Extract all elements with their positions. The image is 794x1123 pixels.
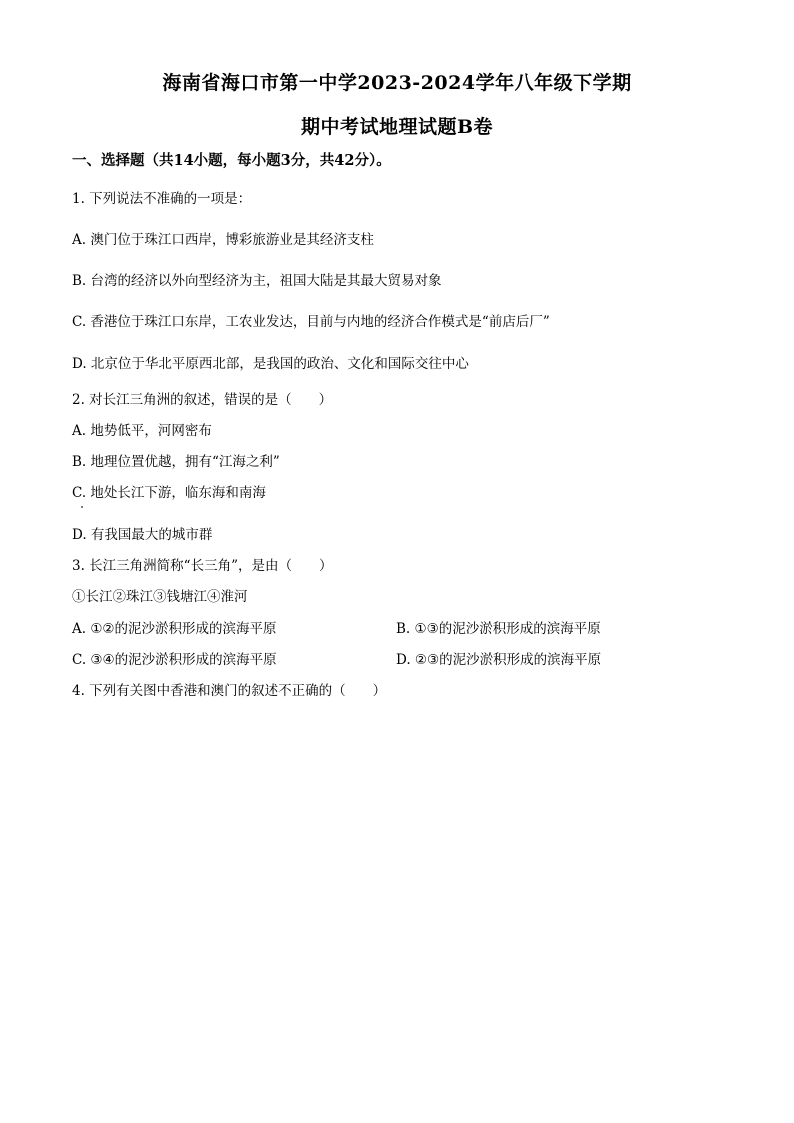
question-1-option-c: C. 香港位于珠江口东岸，工农业发达，目前与内地的经济合作模式是“前店后厂” [72,314,550,330]
question-1-stem: 1. 下列说法不准确的一项是： [72,191,252,207]
question-4-stem: 4. 下列有关图中香港和澳门的叙述不正确的（ ） [72,683,387,699]
question-3-option-d: D. ②③的泥沙淤积形成的滨海平原 [396,652,602,668]
question-2-option-c: C. 地处长江下游，临东海和南海 [72,485,266,501]
question-3-option-a: A. ①②的泥沙淤积形成的滨海平原 [72,621,277,637]
question-2-option-d: D. 有我国最大的城市群 [72,527,213,543]
question-2-option-b: B. 地理位置优越，拥有“江海之利” [72,454,280,470]
question-1-option-a: A. 澳门位于珠江口西岸，博彩旅游业是其经济支柱 [72,232,374,248]
stray-dot-mark [81,506,83,508]
question-3-option-c: C. ③④的泥沙淤积形成的滨海平原 [72,652,277,668]
question-2-option-a: A. 地势低平，河网密布 [72,423,212,439]
exam-title-line-1: 海南省海口市第一中学2023-2024学年八年级下学期 [162,72,632,94]
section-heading: 一、选择题（共14小题，每小题3分，共42分）。 [72,152,391,169]
question-1-option-d: D. 北京位于华北平原西北部，是我国的政治、文化和国际交往中心 [72,356,469,372]
question-3-stem: 3. 长江三角洲简称“长三角”，是由（ ） [72,558,333,574]
exam-title-line-2: 期中考试地理试题B卷 [300,116,494,138]
question-3-option-b: B. ①③的泥沙淤积形成的滨海平原 [396,621,601,637]
question-3-items: ①长江②珠江③钱塘江④淮河 [72,589,248,605]
question-2-stem: 2. 对长江三角洲的叙述，错误的是（ ） [72,392,333,408]
question-1-option-b: B. 台湾的经济以外向型经济为主，祖国大陆是其最大贸易对象 [72,273,442,289]
